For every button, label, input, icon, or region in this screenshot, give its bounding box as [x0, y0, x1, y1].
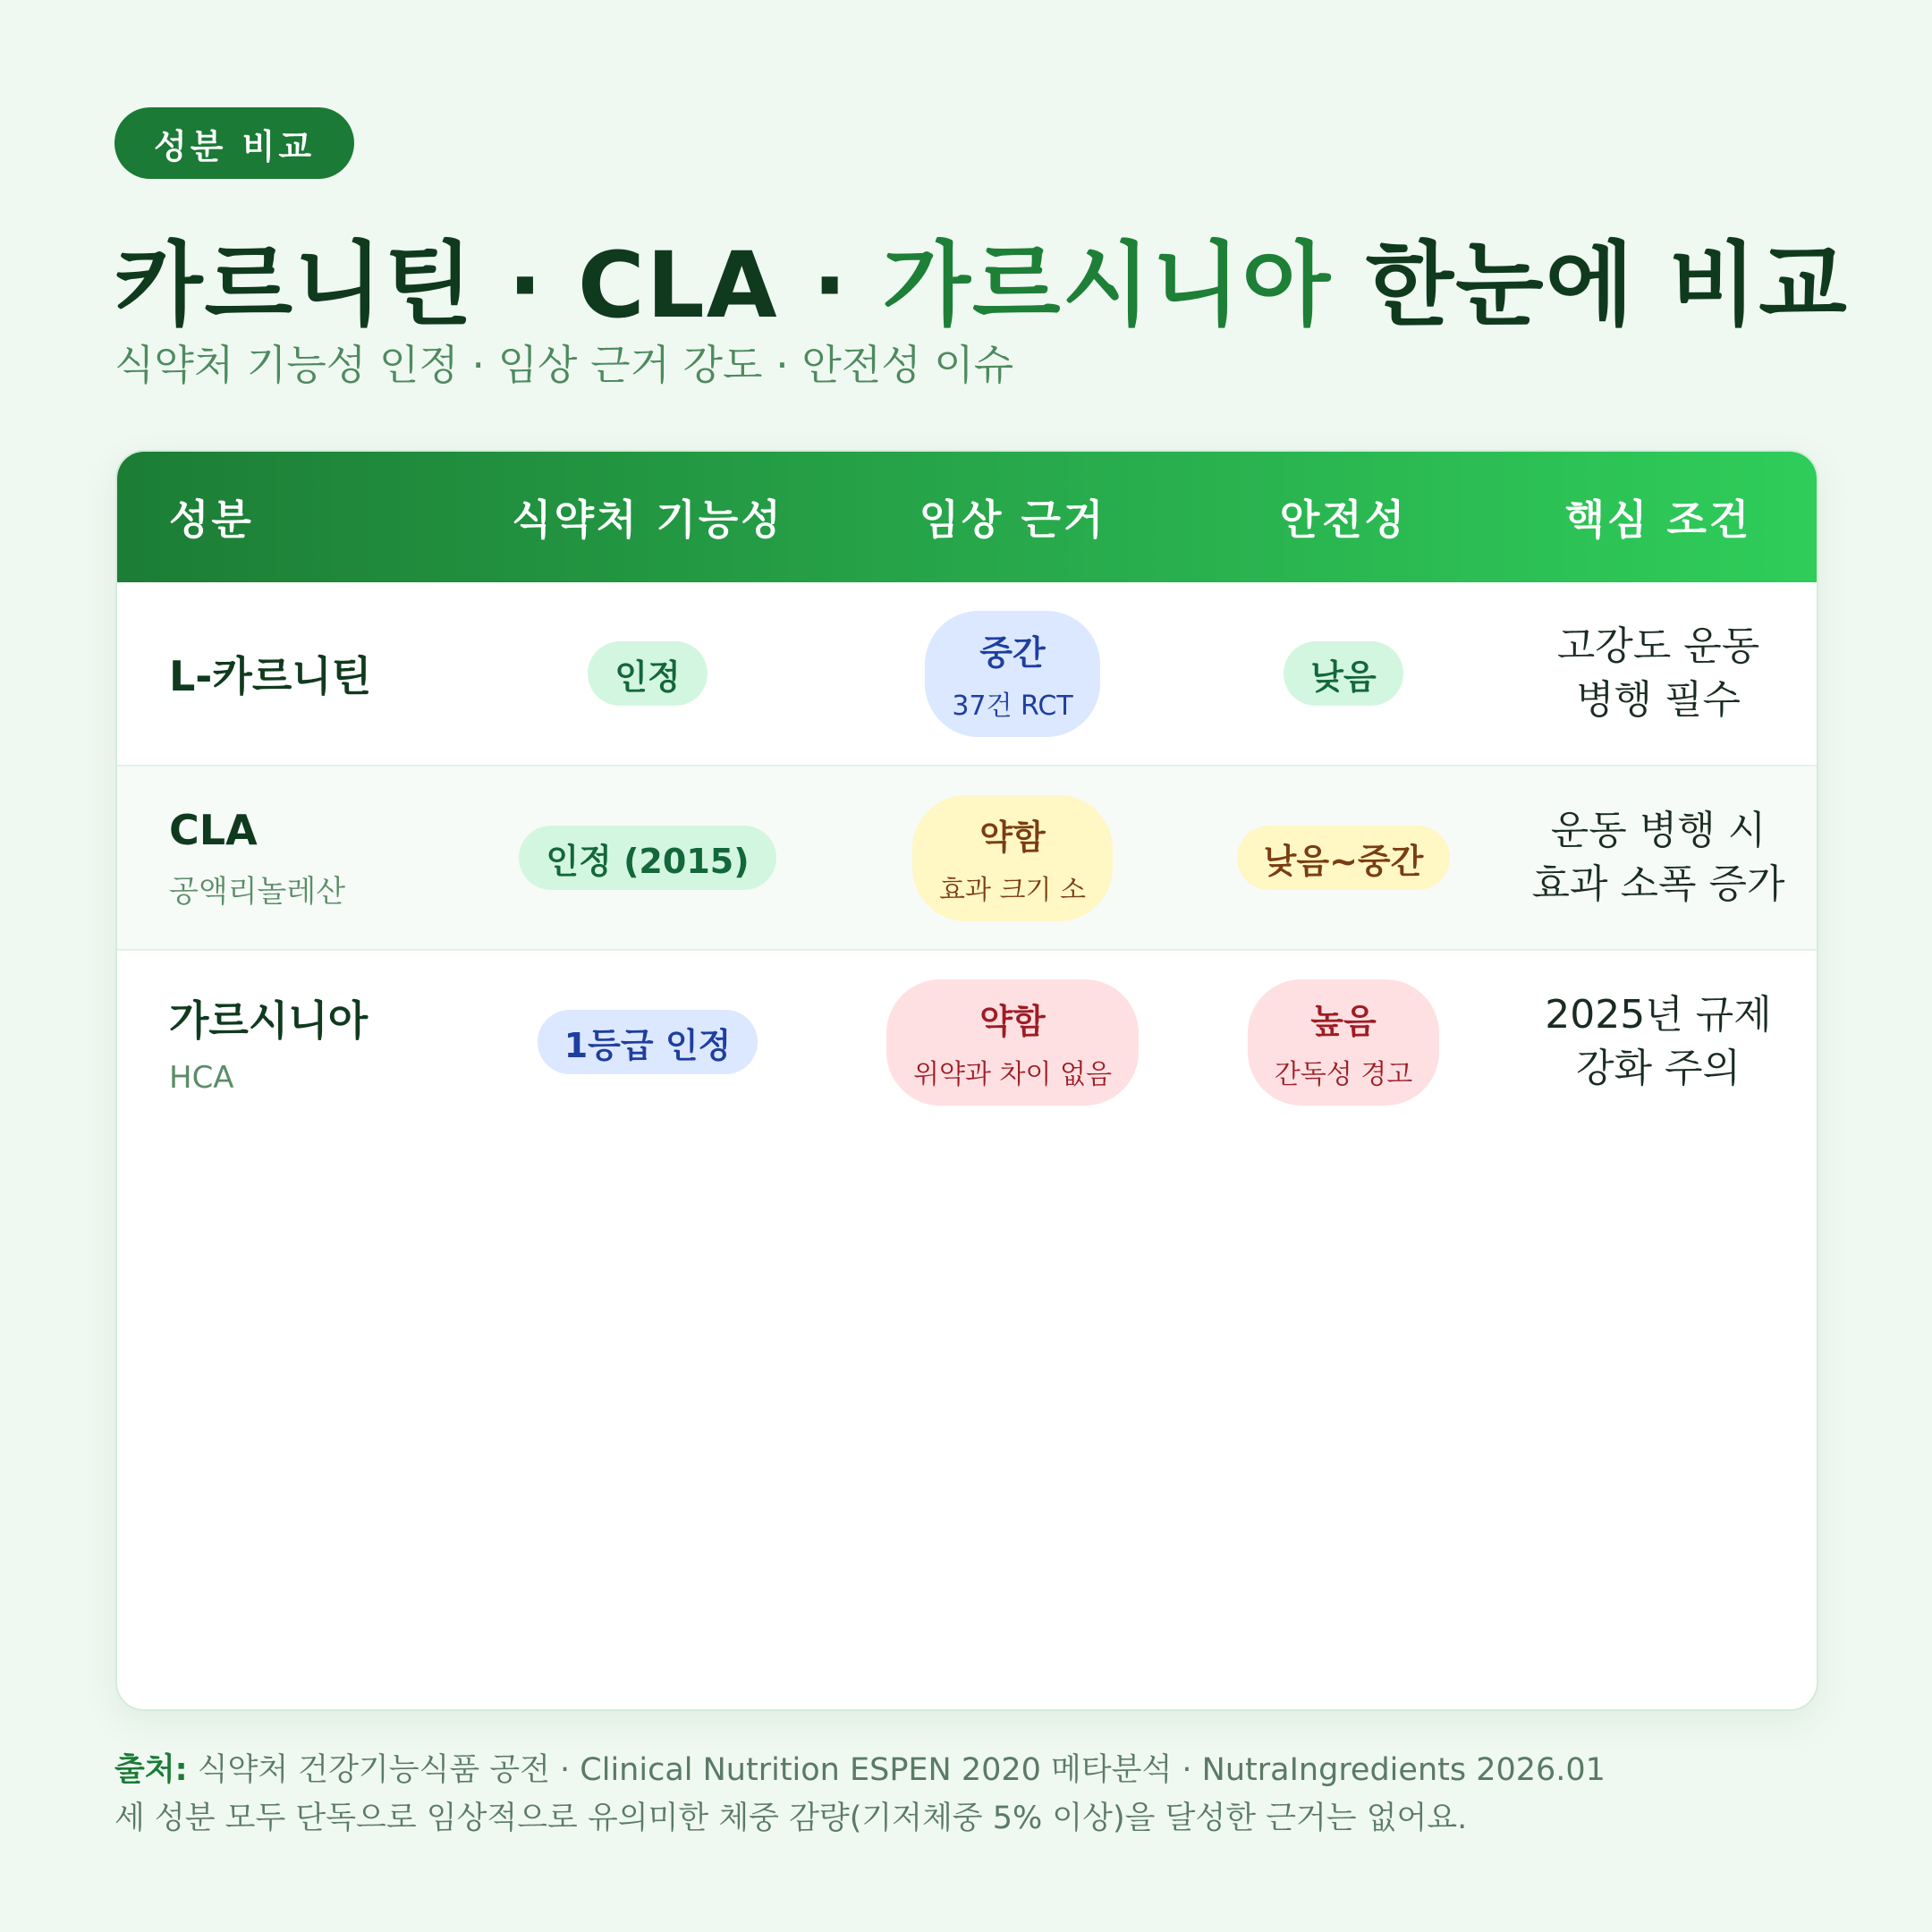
condition-cell	[1500, 804, 1817, 911]
title-highlight: 가르시니아	[882, 233, 1333, 339]
mfds-status-badge: 인정	[588, 641, 707, 706]
safety-badge: 낮음~중간	[1237, 826, 1451, 890]
title-part-1: 카르니틴 · CLA ·	[114, 233, 883, 339]
safety-cell	[1187, 826, 1500, 890]
ingredient-name: L-카르니틴	[169, 652, 372, 700]
table-row	[117, 767, 1817, 951]
footer-notes	[114, 1746, 1606, 1843]
ingredient-cell	[117, 806, 457, 911]
evidence-cell	[838, 611, 1187, 737]
page-subtitle: 식약처 기능성 인정 · 임상 근거 강도 · 안전성 이슈	[114, 341, 1014, 389]
title-part-2: 한눈에 비교	[1332, 233, 1849, 339]
evidence-cell	[838, 795, 1187, 921]
evidence-level: 약함	[979, 1001, 1046, 1041]
header-evidence: 임상 근거	[919, 496, 1106, 544]
mfds-cell	[457, 826, 838, 890]
ingredient-name: CLA	[169, 805, 258, 854]
ingredient-subname: 공액리놀레산	[169, 873, 346, 910]
key-condition: 고강도 운동 병행 필수	[1556, 623, 1760, 723]
source-line	[114, 1746, 1606, 1794]
mfds-status-badge: 인정 (2015)	[519, 826, 775, 890]
condition-cell	[1500, 988, 1817, 1096]
evidence-detail: 37건 RCT	[952, 690, 1073, 722]
evidence-badge	[912, 795, 1113, 921]
safety-level: 높음	[1310, 1001, 1377, 1041]
safety-cell	[1187, 641, 1500, 706]
section-badge: 성분 비교	[114, 107, 354, 179]
header-safety: 안전성	[1279, 496, 1408, 544]
evidence-cell	[838, 979, 1187, 1106]
table-row	[117, 951, 1817, 1133]
mfds-cell	[457, 1010, 838, 1074]
safety-badge: 낮음	[1284, 641, 1402, 706]
table-row	[117, 582, 1817, 767]
evidence-detail: 위약과 차이 없음	[913, 1058, 1112, 1090]
page-title	[114, 213, 1849, 343]
evidence-badge	[886, 979, 1139, 1106]
evidence-detail: 효과 크기 소	[939, 874, 1086, 906]
key-condition: 운동 병행 시 효과 소폭 증가	[1531, 808, 1785, 907]
safety-badge	[1248, 979, 1439, 1106]
evidence-badge	[925, 611, 1099, 737]
table-header	[117, 452, 1817, 582]
source-text: 식약처 건강기능식품 공전 · Clinical Nutrition ESPEN 2020 메타분석 · NutraIngredients 2026.01	[187, 1752, 1606, 1788]
header-condition: 핵심 조건	[1564, 496, 1752, 544]
ingredient-name: 가르시니아	[169, 996, 369, 1045]
source-label: 출처:	[114, 1752, 188, 1788]
mfds-status-badge: 1등급 인정	[538, 1010, 758, 1074]
evidence-level: 중간	[979, 632, 1046, 673]
disclaimer-note: 세 성분 모두 단독으로 임상적으로 유의미한 체중 감량(기저체중 5% 이상)을 달성한 근거는 없어요.	[114, 1801, 1468, 1836]
safety-detail: 간독성 경고	[1274, 1058, 1413, 1090]
mfds-cell	[457, 641, 838, 706]
header-mfds: 식약처 기능성	[512, 496, 784, 544]
key-condition: 2025년 규제 강화 주의	[1545, 992, 1772, 1091]
header-ingredient: 성분	[169, 496, 254, 544]
ingredient-subname: HCA	[169, 1060, 234, 1096]
evidence-level: 약함	[979, 817, 1046, 857]
ingredient-cell	[117, 988, 457, 1096]
comparison-table-card	[115, 450, 1818, 1711]
condition-cell	[1500, 620, 1817, 727]
ingredient-cell	[117, 644, 457, 703]
safety-cell	[1187, 979, 1500, 1106]
